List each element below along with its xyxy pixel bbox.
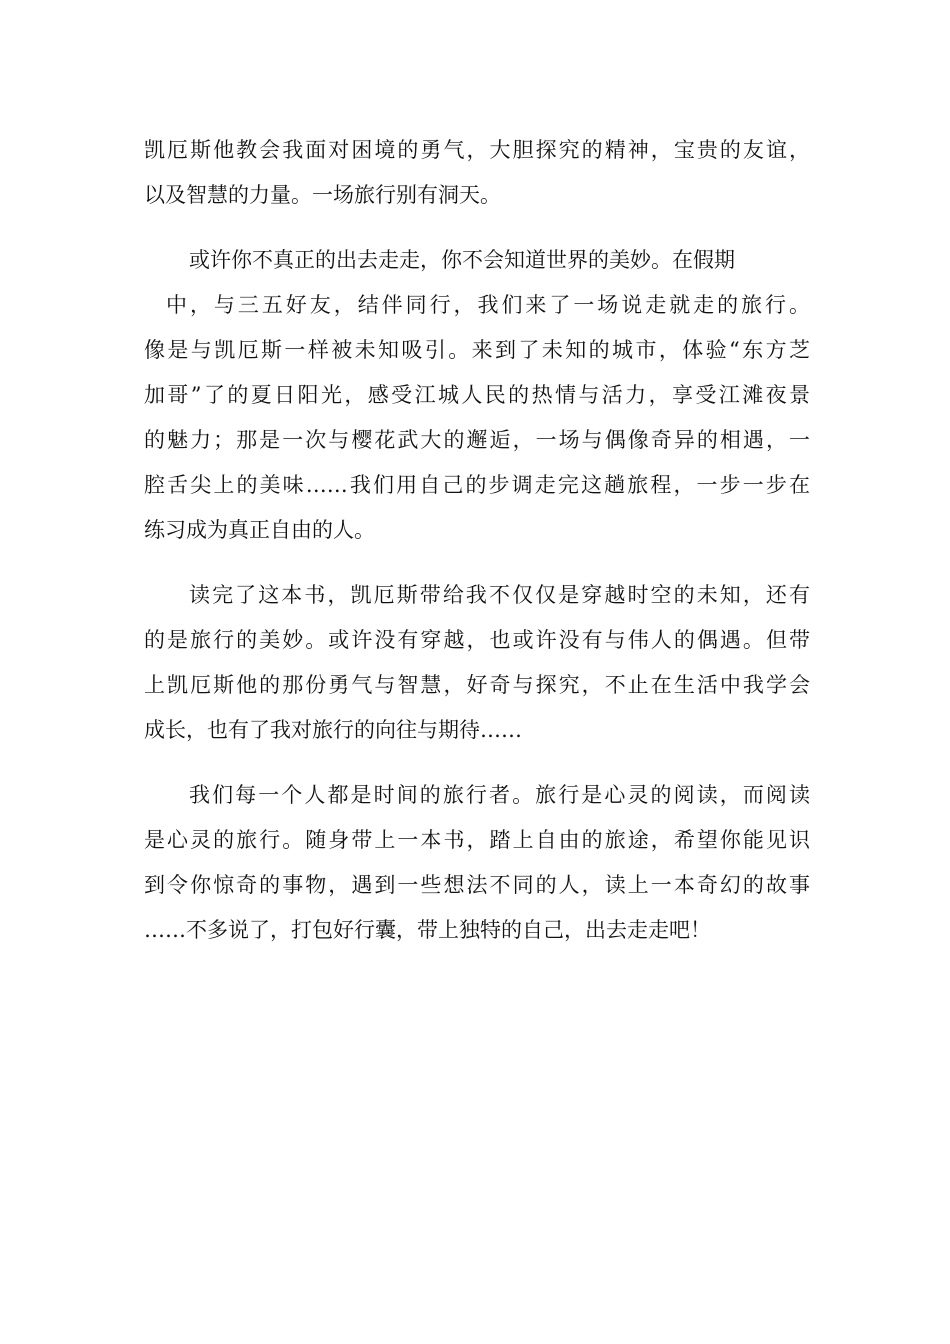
text-line: 的是旅行的美妙。或许没有穿越，也或许没有与伟人的偶遇。但带 <box>144 628 810 652</box>
paragraph-1 <box>144 128 810 218</box>
paragraph-4 <box>144 773 810 953</box>
text-line: 加哥”了的夏日阳光，感受江城人民的热情与活力，享受江滩夜景 <box>144 383 810 407</box>
text-line: 是心灵的旅行。随身带上一本书，踏上自由的旅途，希望你能见识 <box>144 828 810 852</box>
document-body <box>144 128 810 953</box>
paragraph-3 <box>144 573 810 753</box>
text-line: 的魅力；那是一次与樱花武大的邂逅，一场与偶像奇异的相遇，一 <box>144 428 810 452</box>
text-line: 我们每一个人都是时间的旅行者。旅行是心灵的阅读，而阅读 <box>189 783 810 807</box>
text-line: 以及智慧的力量。一场旅行别有洞天。 <box>144 183 501 207</box>
text-line: 像是与凯厄斯一样被未知吸引。来到了未知的城市，体验“东方芝 <box>144 338 810 362</box>
text-line: 读完了这本书，凯厄斯带给我不仅仅是穿越时空的未知，还有 <box>189 583 810 607</box>
text-line: 成长，也有了我对旅行的向往与期待…… <box>144 718 522 742</box>
text-line: 中，与三五好友，结伴同行，我们来了一场说走就走的旅行。 <box>166 293 810 317</box>
text-line: 上凯厄斯他的那份勇气与智慧，好奇与探究，不止在生活中我学会 <box>144 673 810 697</box>
text-line: 练习成为真正自由的人。 <box>144 518 375 542</box>
text-line: 腔舌尖上的美味……我们用自己的步调走完这趟旅程，一步一步在 <box>144 473 810 497</box>
text-line: 凯厄斯他教会我面对困境的勇气，大胆探究的精神，宝贵的友谊， <box>144 138 810 162</box>
text-line: ……不多说了，打包好行囊，带上独特的自己，出去走走吧！ <box>144 918 711 942</box>
paragraph-2 <box>144 238 810 553</box>
text-line: 到令你惊奇的事物，遇到一些想法不同的人，读上一本奇幻的故事 <box>144 873 810 897</box>
text-line: 或许你不真正的出去走走，你不会知道世界的美妙。在假期 <box>189 248 735 272</box>
